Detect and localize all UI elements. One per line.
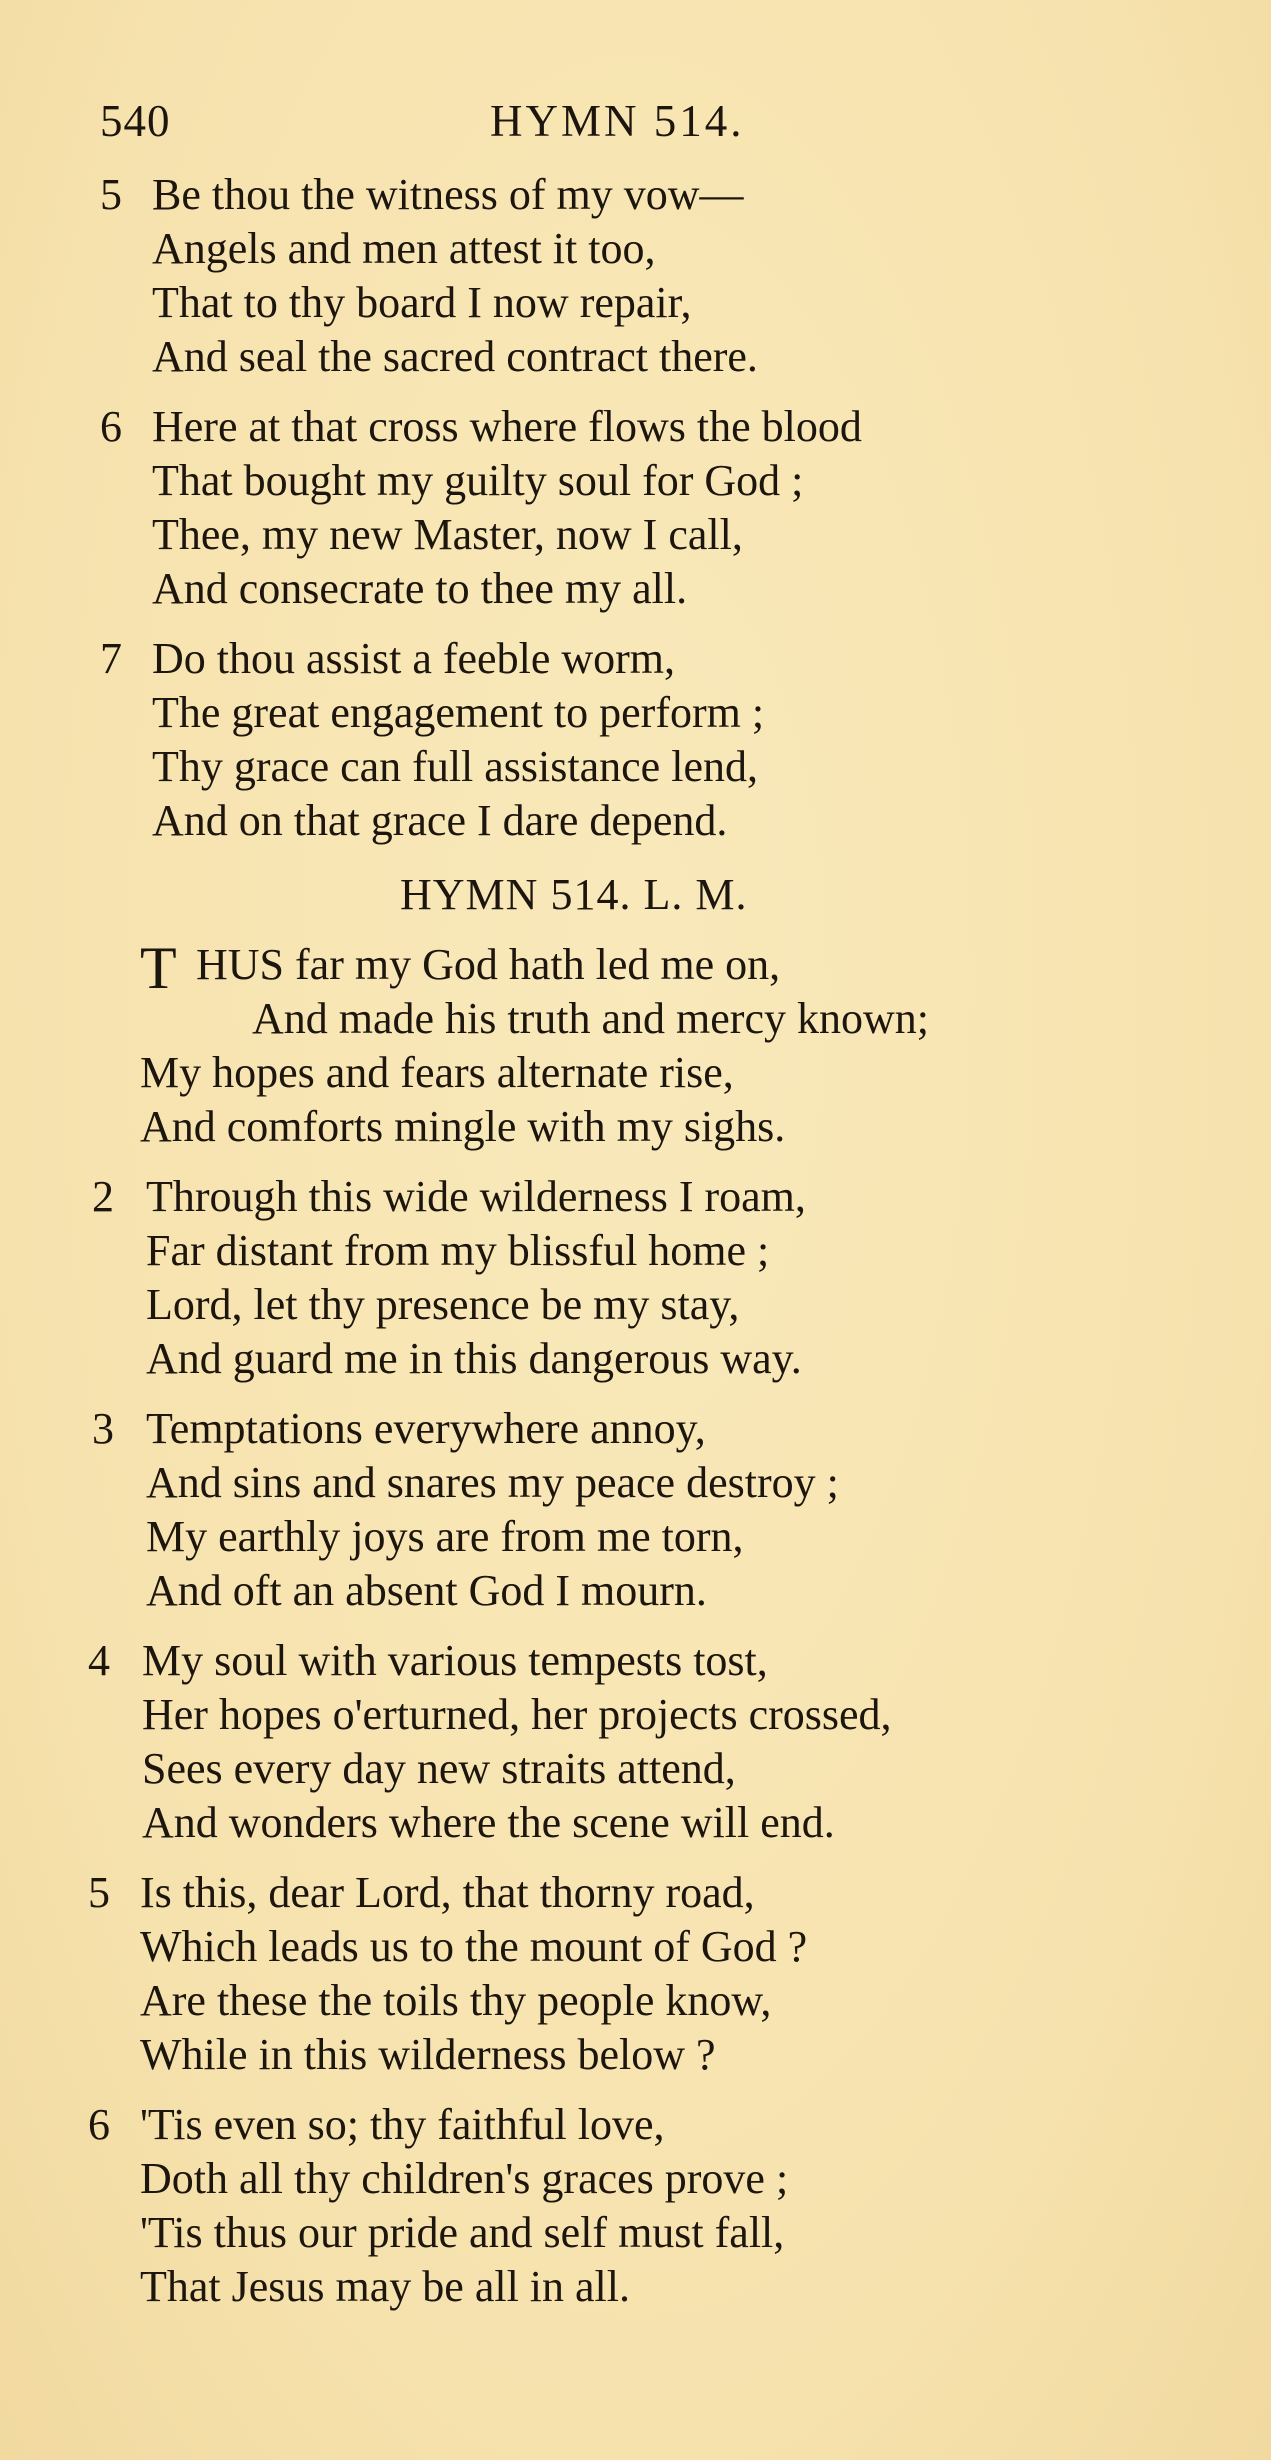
verse-line: That Jesus may be all in all. [140, 2262, 630, 2311]
stanza-number: 5 [100, 170, 122, 219]
verse-line: And comforts mingle with my sighs. [140, 1102, 786, 1151]
verse-line: That bought my guilty soul for God ; [152, 456, 804, 505]
verse-line: Doth all thy children's graces prove ; [140, 2154, 789, 2203]
verse-line: Here at that cross where flows the blood [152, 402, 862, 451]
verse-line: My earthly joys are from me torn, [146, 1512, 744, 1561]
stanza-number: 5 [88, 1868, 110, 1917]
stanza-number: 2 [92, 1172, 114, 1221]
verse-line: And seal the sacred contract there. [152, 332, 758, 381]
verse-line: Be thou the witness of my vow— [152, 170, 744, 219]
verse-line: While in this wilderness below ? [140, 2030, 716, 2079]
verse-line: And on that grace I dare depend. [152, 796, 728, 845]
verse-line: Thee, my new Master, now I call, [152, 510, 743, 559]
verse-line: Lord, let thy presence be my stay, [146, 1280, 740, 1329]
stanza-number: 6 [88, 2100, 110, 2149]
stanza-number: 3 [92, 1404, 114, 1453]
verse-line: My soul with various tempests tost, [142, 1636, 768, 1685]
page-number: 540 [100, 96, 171, 146]
running-title: HYMN 514. [490, 96, 745, 146]
verse-line: And made his truth and mercy known; [252, 994, 929, 1043]
running-head [100, 95, 820, 155]
stanza-number: 7 [100, 634, 122, 683]
verse-line: 'Tis thus our pride and self must fall, [140, 2208, 785, 2257]
verse-line: Are these the toils thy people know, [140, 1976, 772, 2025]
verse-line: Through this wide wilderness I roam, [146, 1172, 806, 1221]
verse-line: That to thy board I now repair, [152, 278, 692, 327]
verse-line: Sees every day new straits attend, [142, 1744, 736, 1793]
stanza-number: 6 [100, 402, 122, 451]
verse-line: And guard me in this dangerous way. [146, 1334, 802, 1383]
verse-line: Angels and men attest it too, [152, 224, 656, 273]
verse-line: Temptations everywhere annoy, [146, 1404, 706, 1453]
verse-line: Far distant from my blissful home ; [146, 1226, 770, 1275]
verse-line: My hopes and fears alternate rise, [140, 1048, 734, 1097]
verse-line: The great engagement to perform ; [152, 688, 765, 737]
verse-line: And wonders where the scene will end. [142, 1798, 835, 1847]
verse-line: 'Tis even so; thy faithful love, [140, 2100, 665, 2149]
verse-line: Her hopes o'erturned, her projects crossed, [142, 1690, 892, 1739]
verse-line: And consecrate to thee my all. [152, 564, 688, 613]
verse-line: Which leads us to the mount of God ? [140, 1922, 808, 1971]
verse-line: And oft an absent God I mourn. [146, 1566, 707, 1615]
verse-line: Thy grace can full assistance lend, [152, 742, 758, 791]
drop-cap: T [140, 935, 177, 1001]
stanza-number: 4 [88, 1636, 110, 1685]
verse-line: Is this, dear Lord, that thorny road, [140, 1868, 755, 1917]
verse-line: HUS far my God hath led me on, [196, 940, 781, 989]
verse-line: And sins and snares my peace destroy ; [146, 1458, 839, 1507]
hymn-heading: HYMN 514. L. M. [400, 870, 748, 919]
verse-line: Do thou assist a feeble worm, [152, 634, 675, 683]
